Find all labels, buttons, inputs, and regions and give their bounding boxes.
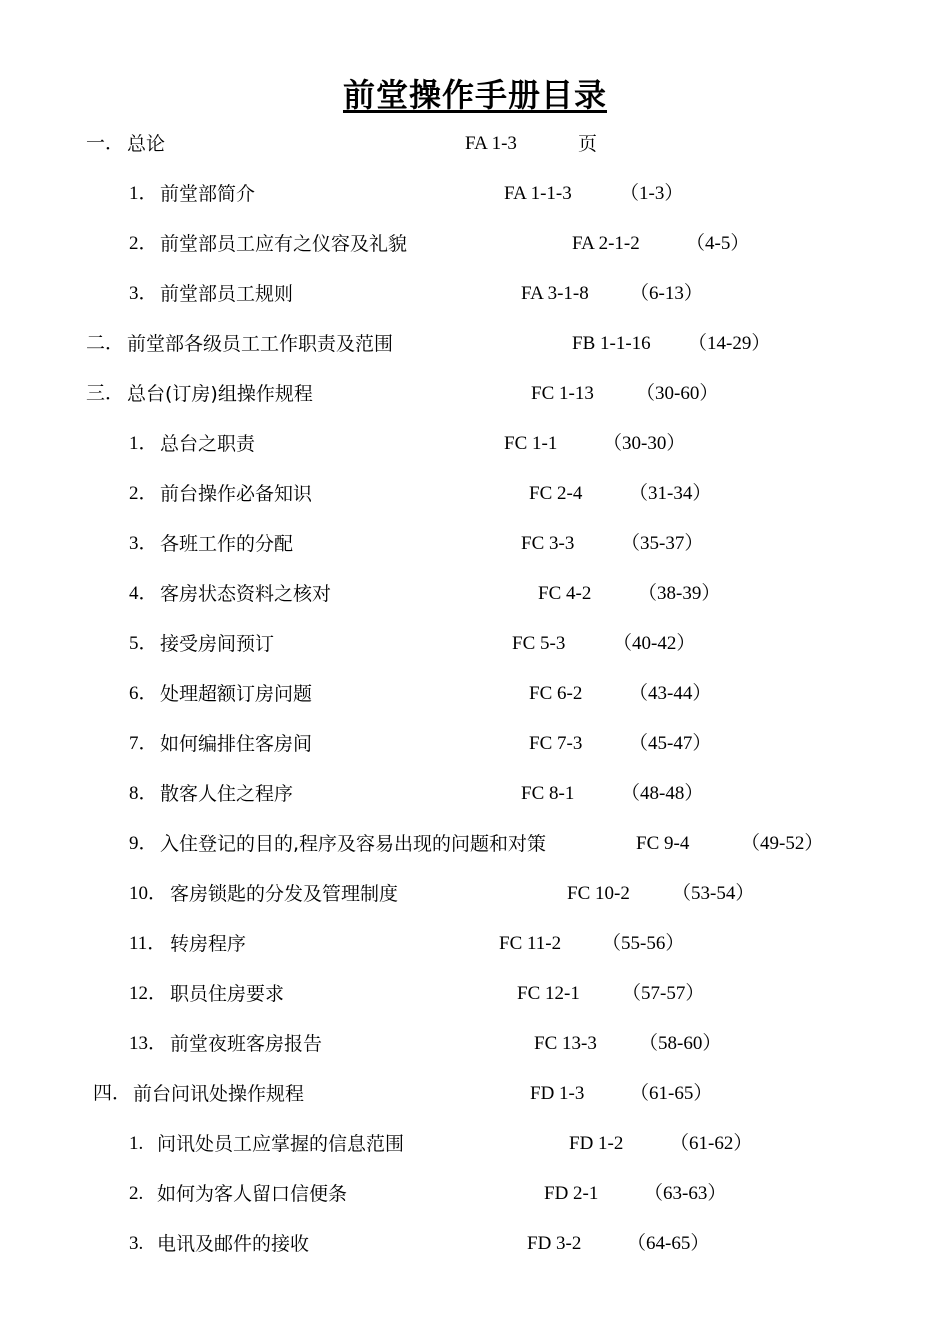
entry-code: FC 10-2 (567, 883, 630, 904)
entry-code: FC 13-3 (534, 1033, 597, 1054)
toc-entry (0, 929, 950, 959)
entry-title: 前堂夜班客房报告 (170, 1033, 323, 1055)
entry-title: 问讯处员工应掌握的信息范围 (157, 1133, 405, 1155)
entry-title: 各班工作的分配 (160, 533, 294, 555)
entry-number: 三． (86, 383, 125, 404)
entry-pages: （6-13） (630, 283, 703, 304)
entry-code: FD 3-2 (527, 1233, 582, 1254)
toc-entry (0, 529, 950, 559)
entry-code: FC 7-3 (529, 733, 583, 754)
entry-pages: （53-54） (672, 883, 755, 904)
entry-title: 如何编排住客房间 (160, 733, 313, 755)
entry-pages: （49-52） (741, 833, 824, 854)
entry-number: 3. (129, 1233, 144, 1254)
toc-entry (0, 1079, 950, 1109)
entry-number: 8． (129, 783, 158, 804)
entry-number: 四． (93, 1083, 132, 1104)
entry-title: 接受房间预订 (160, 633, 275, 655)
entry-code: FC 4-2 (538, 583, 592, 604)
entry-number: 1． (129, 433, 158, 454)
entry-pages: （61-65） (630, 1083, 713, 1104)
entry-title: 前堂部简介 (160, 183, 256, 205)
entry-title: 总论 (127, 133, 166, 155)
entry-title: 电讯及邮件的接收 (157, 1233, 310, 1255)
entry-number: 9． (129, 833, 158, 854)
entry-title: 处理超额订房问题 (160, 683, 313, 705)
entry-number: 12． (129, 983, 168, 1004)
entry-pages: （30-30） (603, 433, 686, 454)
entry-code: FC 6-2 (529, 683, 583, 704)
toc-entry (0, 879, 950, 909)
toc-entry (0, 479, 950, 509)
toc-entry (0, 829, 950, 859)
entry-pages: （58-60） (639, 1033, 722, 1054)
entry-title: 职员住房要求 (170, 983, 285, 1005)
entry-number: 4． (129, 583, 158, 604)
entry-code: FC 1-1 (504, 433, 558, 454)
entry-title: 总台之职责 (160, 433, 256, 455)
entry-number: 7． (129, 733, 158, 754)
entry-pages: （1-3） (620, 183, 684, 204)
entry-pages: （64-65） (627, 1233, 710, 1254)
entry-title: 前台操作必备知识 (160, 483, 313, 505)
entry-number: 3． (129, 533, 158, 554)
entry-pages: （14-29） (688, 333, 771, 354)
entry-pages: （45-47） (629, 733, 712, 754)
entry-pages: （30-60） (636, 383, 719, 404)
entry-pages: （40-42） (613, 633, 696, 654)
entry-number: 3． (129, 283, 158, 304)
entry-code: FA 2-1-2 (572, 233, 640, 254)
entry-title: 前台问讯处操作规程 (133, 1083, 305, 1105)
entry-pages: 页 (578, 133, 598, 155)
toc-entry (0, 629, 950, 659)
entry-code: FC 12-1 (517, 983, 580, 1004)
entry-number: 10． (129, 883, 168, 904)
entry-code: FC 11-2 (499, 933, 562, 954)
toc-entry (0, 379, 950, 409)
entry-pages: （4-5） (686, 233, 750, 254)
entry-number: 6． (129, 683, 158, 704)
entry-title: 客房状态资料之核对 (160, 583, 332, 605)
document-title (0, 70, 950, 116)
entry-code: FC 2-4 (529, 483, 583, 504)
toc-entry (0, 229, 950, 259)
toc-entry (0, 1029, 950, 1059)
entry-code: FC 5-3 (512, 633, 566, 654)
entry-title: 总台(订房)组操作规程 (127, 383, 313, 405)
entry-title: 入住登记的目的,程序及容易出现的问题和对策 (160, 833, 547, 855)
toc-entry (0, 579, 950, 609)
title-text: 前堂操作手册目录 (342, 76, 607, 114)
toc-entry (0, 429, 950, 459)
entry-number: 2． (129, 483, 158, 504)
toc-entry (0, 129, 950, 159)
entry-number: 5． (129, 633, 158, 654)
entry-pages: （55-56） (602, 933, 685, 954)
entry-code: FB 1-1-16 (572, 333, 651, 354)
entry-code: FA 3-1-8 (521, 283, 589, 304)
toc-entry (0, 1229, 950, 1259)
entry-pages: （38-39） (638, 583, 721, 604)
toc-entry (0, 329, 950, 359)
entry-code: FD 1-2 (569, 1133, 624, 1154)
entry-code: FA 1-1-3 (504, 183, 572, 204)
entry-title: 散客人住之程序 (160, 783, 294, 805)
entry-pages: （61-62） (670, 1133, 753, 1154)
entry-number: 一． (86, 133, 125, 154)
toc-entry (0, 1179, 950, 1209)
toc-entry (0, 279, 950, 309)
entry-pages: （48-48） (621, 783, 704, 804)
toc-entry (0, 729, 950, 759)
entry-title: 前堂部各级员工工作职责及范围 (127, 333, 394, 355)
entry-number: 13． (129, 1033, 168, 1054)
entry-pages: （43-44） (629, 683, 712, 704)
entry-code: FC 9-4 (636, 833, 690, 854)
entry-code: FA 1-3 (465, 133, 517, 154)
entry-title: 如何为客人留口信便条 (157, 1183, 348, 1205)
entry-code: FD 1-3 (530, 1083, 585, 1104)
entry-code: FC 3-3 (521, 533, 575, 554)
entry-number: 11． (129, 933, 167, 954)
toc-entry (0, 1129, 950, 1159)
entry-code: FC 8-1 (521, 783, 575, 804)
toc-entry (0, 179, 950, 209)
toc-entry (0, 779, 950, 809)
entry-title: 前堂部员工规则 (160, 283, 294, 305)
toc-entry (0, 679, 950, 709)
entry-pages: （31-34） (629, 483, 712, 504)
entry-title: 前堂部员工应有之仪容及礼貌 (160, 233, 408, 255)
entry-pages: （35-37） (621, 533, 704, 554)
entry-number: 二． (86, 333, 125, 354)
entry-number: 1. (129, 1133, 144, 1154)
entry-number: 1． (129, 183, 158, 204)
entry-pages: （63-63） (644, 1183, 727, 1204)
entry-title: 客房锁匙的分发及管理制度 (170, 883, 399, 905)
entry-code: FD 2-1 (544, 1183, 599, 1204)
entry-number: 2. (129, 1183, 144, 1204)
toc-entry (0, 979, 950, 1009)
entry-number: 2． (129, 233, 158, 254)
entry-pages: （57-57） (622, 983, 705, 1004)
entry-title: 转房程序 (170, 933, 247, 955)
entry-code: FC 1-13 (531, 383, 594, 404)
